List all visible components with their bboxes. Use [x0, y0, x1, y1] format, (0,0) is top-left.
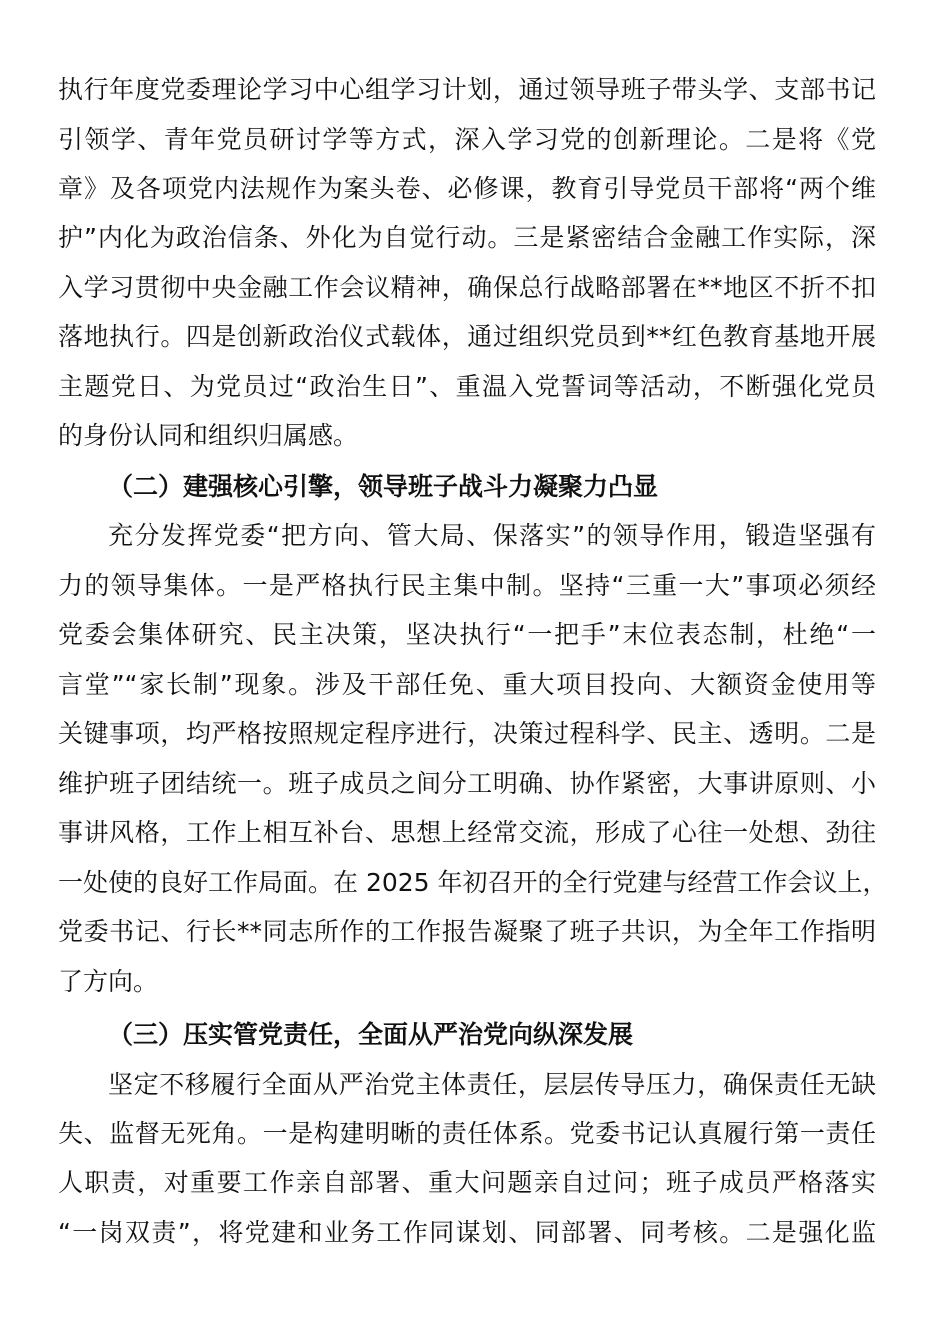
paragraph-line: 人职责，对重要工作亲自部署、重大问题亲自过问；班子成员严格落实: [58, 1168, 876, 1197]
paragraph-line: 力的领导集体。一是严格执行民主集中制。坚持“三重一大”事项必须经: [58, 571, 876, 600]
paragraph-line: 落地执行。四是创新政治仪式载体，通过组织党员到**红色教育基地开展: [58, 322, 876, 351]
paragraph-line: 入学习贯彻中央金融工作会议精神，确保总行战略部署在**地区不折不扣: [58, 273, 876, 302]
paragraph-line: 党委书记、行长**同志所作的工作报告凝聚了班子共识，为全年工作指明: [58, 917, 876, 946]
paragraph-line: 的身份认同和组织归属感。: [58, 421, 359, 450]
paragraph-line: 失、监督无死角。一是构建明晰的责任体系。党委书记认真履行第一责任: [58, 1119, 876, 1148]
paragraph-line: “一岗双责”，将党建和业务工作同谋划、同部署、同考核。二是强化监: [58, 1218, 876, 1247]
paragraph-line: 章》及各项党内法规作为案头卷、必修课，教育引导党员干部将“两个维: [58, 174, 876, 203]
paragraph-line: 了方向。: [58, 967, 159, 996]
paragraph-line: 一处使的良好工作局面。在 2025 年初召开的全行党建与经营工作会议上，: [58, 868, 888, 897]
section-heading: （二）建强核心引擎，领导班子战斗力凝聚力凸显: [108, 472, 659, 501]
paragraph-line: 事讲风格，工作上相互补台、思想上经常交流，形成了心往一处想、劲往: [58, 818, 876, 847]
paragraph-line: 关键事项，均严格按照规定程序进行，决策过程科学、民主、透明。二是: [58, 719, 876, 748]
paragraph-line: 引领学、青年党员研讨学等方式，深入学习党的创新理论。二是将《党: [58, 125, 876, 154]
paragraph-line: 坚定不移履行全面从严治党主体责任，层层传导压力，确保责任无缺: [108, 1070, 876, 1099]
paragraph-line: 护”内化为政治信条、外化为自觉行动。三是紧密结合金融工作实际，深: [58, 223, 876, 252]
paragraph-line: 维护班子团结统一。班子成员之间分工明确、协作紧密，大事讲原则、小: [58, 769, 876, 798]
paragraph-line: 言堂”“家长制”现象。涉及干部任免、重大项目投向、大额资金使用等: [58, 670, 876, 699]
paragraph-line: 主题党日、为党员过“政治生日”、重温入党誓词等活动，不断强化党员: [58, 372, 876, 401]
paragraph-line: 党委会集体研究、民主决策，坚决执行“一把手”末位表态制，杜绝“一: [58, 620, 876, 649]
paragraph-line: 执行年度党委理论学习中心组学习计划，通过领导班子带头学、支部书记: [58, 75, 876, 104]
paragraph-line: 充分发挥党委“把方向、管大局、保落实”的领导作用，锻造坚强有: [108, 521, 876, 550]
section-heading: （三）压实管党责任，全面从严治党向纵深发展: [108, 1020, 634, 1049]
